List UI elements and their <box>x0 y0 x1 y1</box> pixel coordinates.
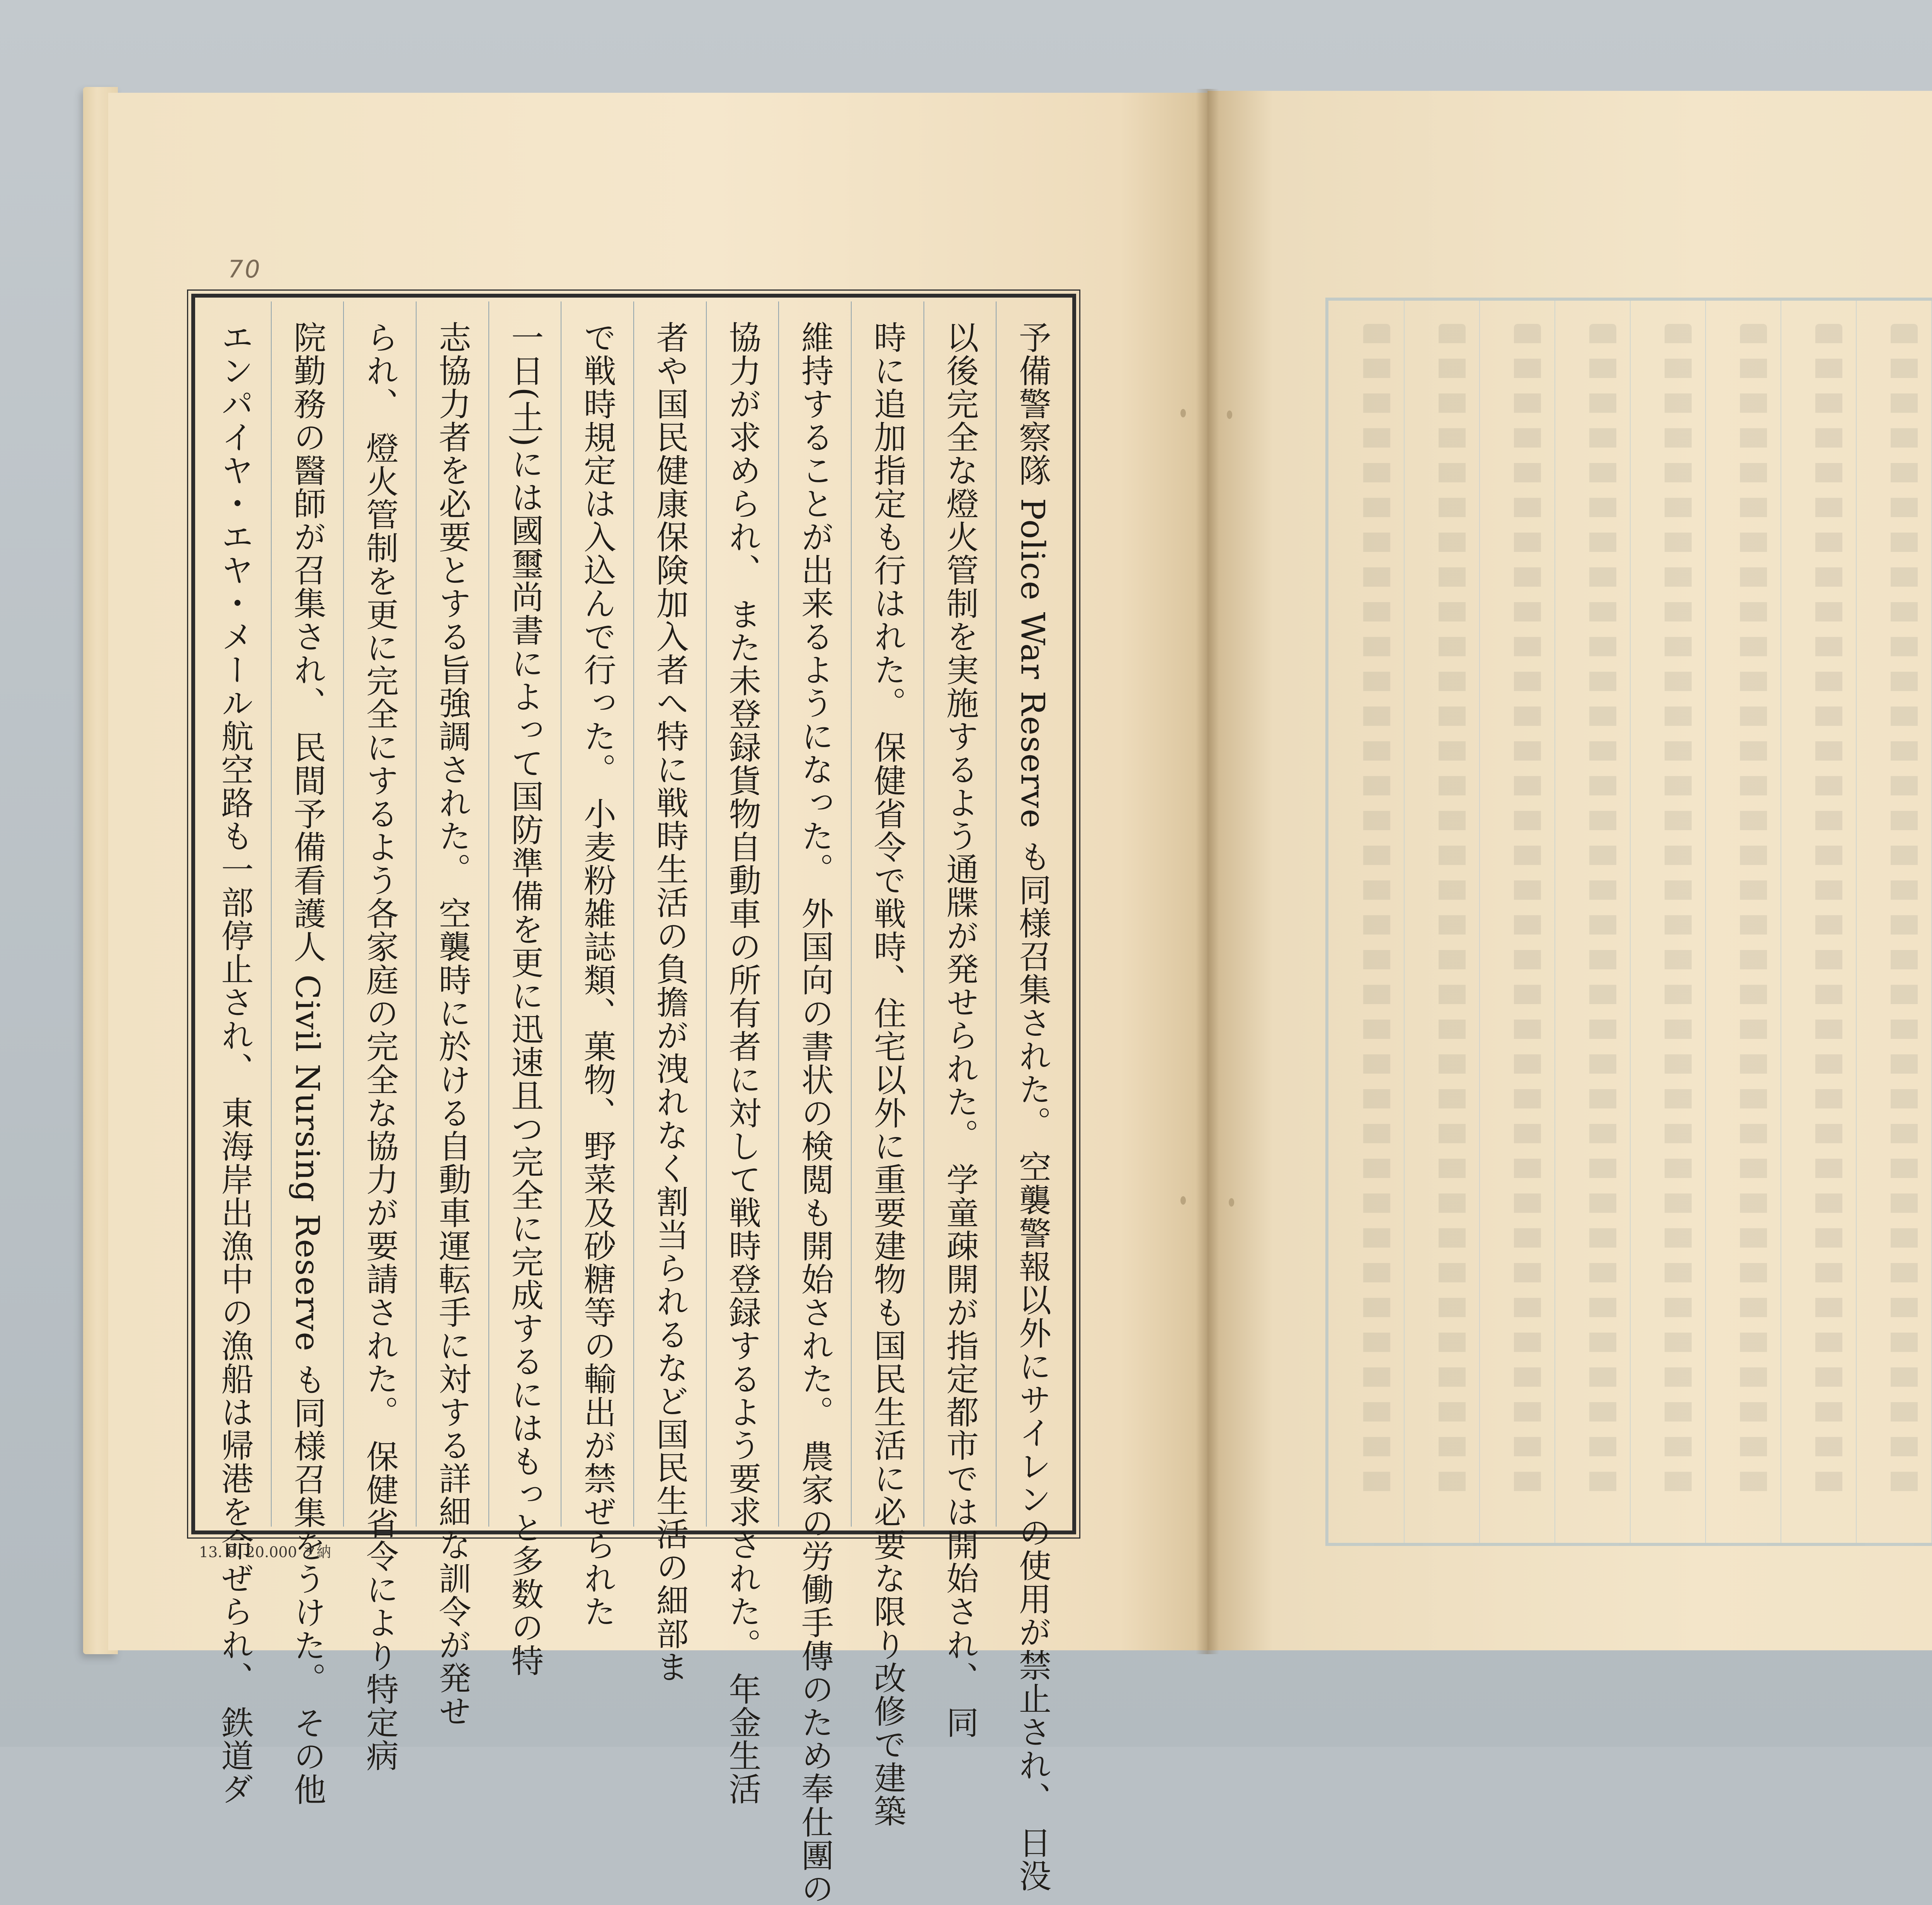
book-gutter <box>1196 89 1219 1654</box>
ghost-handwriting <box>1891 324 1918 1496</box>
ghost-rule <box>1705 301 1706 1543</box>
page-number: 70 <box>228 255 262 283</box>
text-column <box>633 301 706 1684</box>
ghost-handwriting <box>1665 324 1692 1496</box>
column-text: で戦時規定は入込んで行った。 小麦粉雑誌類、菓物、野菜及砂糖等の輸出が禁ぜられた <box>578 321 617 1628</box>
text-column <box>271 301 344 1806</box>
text-column <box>996 301 1068 1893</box>
ghost-rule <box>1554 301 1555 1543</box>
text-column <box>706 301 779 1806</box>
binding-hole <box>1180 1196 1186 1205</box>
text-column <box>851 301 923 1828</box>
binding-hole <box>1229 1198 1234 1207</box>
printer-imprint: 13. 8. 20.000 ヲ納 <box>199 1544 331 1561</box>
text-column <box>561 301 633 1628</box>
ghost-handwriting <box>1514 324 1541 1496</box>
column-text: エンパイヤ・エヤ・メール航空路も一部停止され、 東海岸出漁中の漁船は帰港を命ぜられ、 鉄道ダ <box>216 321 254 1806</box>
column-text: られ、 燈火管制を更に完全にするよう各家庭の完全な協力が要請された。 保健省令により特定病 <box>361 321 399 1772</box>
column-text: 志協力者を必要とする旨強調された。 空襲時に於ける自動車運転手に対する詳細な訓令が発せ <box>434 321 472 1728</box>
column-text: 予備警察隊 Police War Reserve も同様召集された。 空襲警報以外にサイレンの使用が禁止され、 日没 <box>1014 321 1052 1893</box>
text-column <box>923 301 996 1739</box>
text-column <box>778 301 851 1905</box>
ghost-rule <box>1630 301 1631 1543</box>
binding-hole <box>1180 409 1186 417</box>
column-text: 維持することが出来るようになった。 外国向の書状の検閲も開始された。 農家の労働手傳のため奉仕團の <box>796 321 834 1905</box>
column-text: 協力が求められ、 また未登録貨物自動車の所有者に対して戦時登録するよう要求された。 年金生活 <box>723 321 762 1806</box>
text-column <box>343 301 416 1772</box>
column-text: 院勤務の醫師が召集され、 民間予備看護人 Civil Nursing Reserve も同様召集をうけた。 その他 <box>288 321 327 1806</box>
ghost-rule <box>1856 301 1857 1543</box>
ghost-handwriting <box>1815 324 1842 1496</box>
column-text: 者や国民健康保険加入者へ特に戦時生活の負擔が洩れなく割当られるなど国民生活の細部ま <box>651 321 689 1684</box>
column-text: 一日(土)には國璽尚書によって国防準備を更に迅速且つ完全に完成するにはもっと多数の特 <box>506 321 544 1677</box>
column-text: 時に追加指定も行はれた。 保健省令で戦時、住宅以外に重要建物も国民生活に必要な限り改修で建築 <box>869 321 907 1828</box>
ghost-handwriting <box>1740 324 1767 1496</box>
text-column <box>488 301 561 1677</box>
ghost-handwriting <box>1363 324 1390 1496</box>
ghost-handwriting <box>1589 324 1616 1496</box>
ghost-handwriting <box>1439 324 1466 1496</box>
ghost-rule <box>1404 301 1405 1543</box>
ghost-rule <box>1479 301 1480 1543</box>
show-through-grid <box>1325 298 1932 1546</box>
text-column <box>416 301 488 1728</box>
binding-hole <box>1227 410 1232 419</box>
column-text: 以後完全な燈火管制を実施するよう通牒が発せられた。 学童疎開が指定都市では開始され、 同 <box>941 321 979 1739</box>
